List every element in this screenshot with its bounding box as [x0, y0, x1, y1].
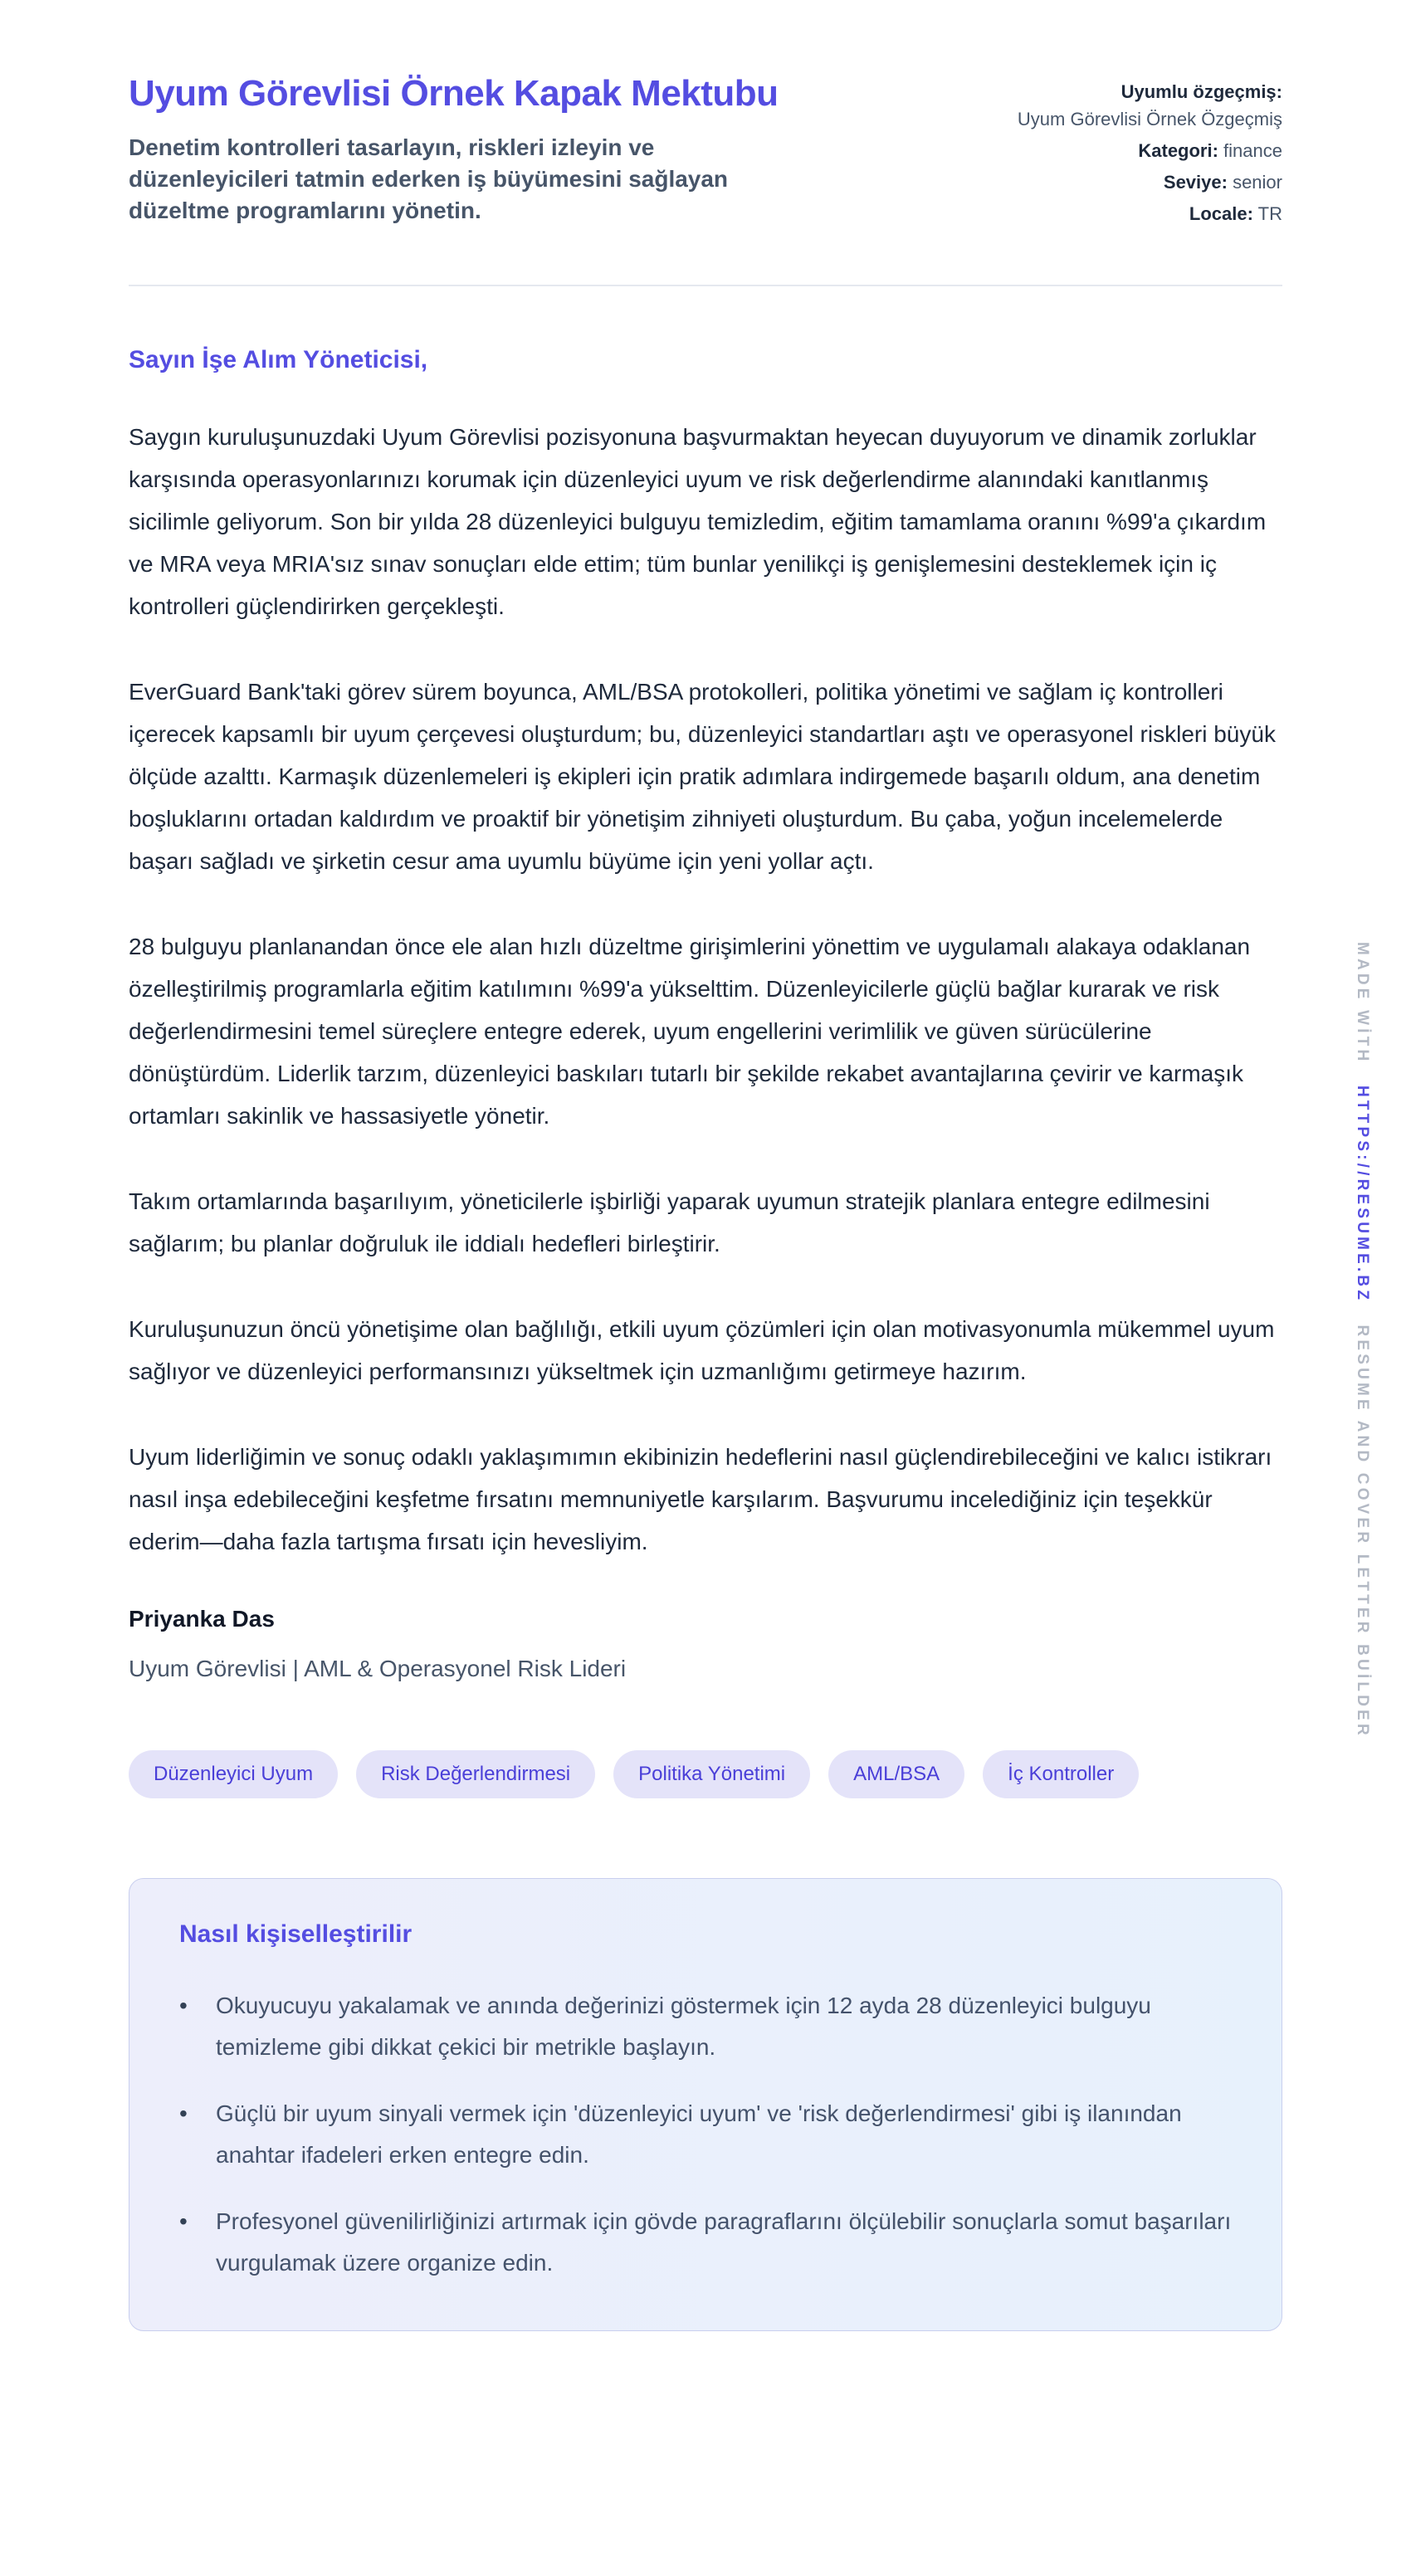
tag-pill[interactable]: İç Kontroller [983, 1750, 1139, 1798]
letter-greeting: Sayın İşe Alım Yöneticisi, [129, 346, 428, 373]
meta-level [1008, 168, 1282, 196]
bullet-icon: • [179, 1993, 188, 2018]
letter-paragraph: Kuruluşunuzun öncü yönetişime olan bağlılığı, etkili uyum çözümleri için olan motivasyonumla mükemmel uyum sağlıyor ve düzenleyici performansınızı yükseltmek için uzmanlığımı getirmeye hazırım. [129, 1316, 1275, 1384]
signature-block [129, 1606, 1282, 1682]
letter-paragraph: Saygın kuruluşunuzdaki Uyum Görevlisi pozisyonuna başvurmaktan heyecan duyuyorum ve dinamik zorluklar karşısında operasyonlarınızı korumak için düzenleyici uyum ve risk değerlendirme alanındaki kanıtlanmış sicilimle geliyorum. Son bir yılda 28 düzenleyici bulguyu temizledim, eğitim tamamlama oranını %99'a çıkardım ve MRA veya MRIA'sız sınav sonuçları elde ettim; tüm bunlar yenilikçi iş genişlemesini desteklemek için iç kontrolleri güçlendirirken gerçekleşti. [129, 424, 1267, 619]
meta-resume-label: Uyumlu özgeçmiş: [1120, 81, 1282, 102]
meta-level-value: senior [1227, 172, 1282, 193]
personalization-heading: Nasıl kişiselleştirilir [179, 1920, 413, 1948]
letter-paragraph: EverGuard Bank'taki görev sürem boyunca, AML/BSA protokolleri, politika yönetimi ve sağlam iç kontrolleri içerecek kapsamlı bir uyum çerçevesi oluşturdum; bu, düzenleyici standartları aştı ve operasyonel riskleri büyük ölçüde azalttı. Karmaşık düzenlemeleri iş ekipleri için pratik adımlara indirgemede başarılı oldum, ana denetim boşluklarını ortadan kaldırdım ve proaktif bir yönetişim zihniyeti oluşturdum. Bu çaba, yoğun incelemelerde başarı sağladı ve şirketin cesur ama uyumlu büyüme için yeni yollar açtı. [129, 679, 1276, 874]
tag-pill[interactable]: Politika Yönetimi [613, 1750, 810, 1798]
letter-paragraph: 28 bulguyu planlanandan önce ele alan hızlı düzeltme girişimlerini yönettim ve uygulamalı alakaya odaklanan özelleştirilmiş programlarla eğitim katılımını %99'a yükselttim. Düzenleyicilerle güçlü bağlar kurarak ve risk değerlendirmesini temel süreçlere entegre ederek, uyum engellerini verimlilik ve güven sürücülerine dönüştürdüm. Liderlik tarzım, düzenleyici baskıları tutarlı bir şekilde rekabet avantajlarına çevirir ve karmaşık ortamları sakinlik ve hassasiyetle yönetir. [129, 934, 1251, 1129]
tip-text: Güçlü bir uyum sinyali vermek için 'düzenleyici uyum' ve 'risk değerlendirmesi' gibi iş ilanından anahtar ifadeleri erken entegre edin. [216, 2100, 1182, 2168]
bullet-icon: • [179, 2208, 188, 2234]
tip-text: Profesyonel güvenilirliğinizi artırmak için gövde paragraflarını ölçülebilir sonuçlarla somut başarıları vurgulamak üzere organize edin. [216, 2208, 1232, 2276]
tip-item [179, 2093, 1232, 2176]
resume-bz-link[interactable]: HTTPS://RESUME.BZ [1354, 1086, 1371, 1304]
tag-pill[interactable]: Düzenleyici Uyum [129, 1750, 338, 1798]
tip-item [179, 2201, 1232, 2284]
bullet-icon: • [179, 2100, 188, 2126]
meta-locale-label: Locale: [1189, 203, 1253, 224]
meta-category-value: finance [1218, 140, 1282, 161]
meta-locale [1008, 200, 1282, 227]
made-with-watermark [1353, 942, 1371, 1739]
watermark-prefix: MADE WİTH [1354, 942, 1371, 1065]
page-title: Uyum Görevlisi Örnek Kapak Mektubu [129, 73, 779, 114]
letter-paragraph: Uyum liderliğimin ve sonuç odaklı yaklaşımımın ekibinizin hedeflerini nasıl güçlendirebileceğini ve kalıcı istikrarı nasıl inşa edebileceğini keşfetme fırsatını memnuniyetle karşılarım. Başvurumu incelediğiniz için teşekkür ederim—daha fazla tartışma fırsatı için hevesliyim. [129, 1444, 1272, 1554]
tip-text: Okuyucuyu yakalamak ve anında değerinizi göstermek için 12 ayda 28 düzenleyici bulguyu temizleme gibi dikkat çekici bir metrikle başlayın. [216, 1993, 1151, 2060]
meta-resume-value: Uyum Görevlisi Örnek Özgeçmiş [1017, 109, 1282, 129]
meta-level-label: Seviye: [1163, 172, 1228, 193]
header-divider [129, 285, 1282, 286]
header [129, 73, 1282, 232]
watermark-suffix: RESUME AND COVER LETTER BUİLDER [1354, 1325, 1371, 1739]
personalization-tips-box [129, 1878, 1282, 2331]
personalization-tip-list [179, 1985, 1232, 2284]
tag-pill[interactable]: Risk Değerlendirmesi [356, 1750, 595, 1798]
header-title-block [129, 73, 793, 227]
meta-locale-value: TR [1252, 203, 1282, 224]
meta-panel [1008, 73, 1282, 232]
meta-resume [1008, 78, 1282, 133]
tag-pill[interactable]: AML/BSA [828, 1750, 964, 1798]
signature-title: Uyum Görevlisi | AML & Operasyonel Risk Lideri [129, 1656, 627, 1681]
tag-list [129, 1750, 1282, 1798]
page-subtitle: Denetim kontrolleri tasarlayın, riskleri izleyin ve düzenleyicileri tatmin ederken iş büyümesini sağlayan düzeltme programlarını yönetin. [129, 134, 729, 223]
signature-name: Priyanka Das [129, 1606, 275, 1632]
tip-item [179, 1985, 1232, 2068]
letter-body [129, 416, 1282, 1563]
meta-category [1008, 137, 1282, 164]
meta-category-label: Kategori: [1138, 140, 1218, 161]
letter-paragraph: Takım ortamlarında başarılıyım, yöneticilerle işbirliği yaparak uyumun stratejik planlara entegre edilmesini sağlarım; bu planlar doğruluk ile iddialı hedefleri birleştirir. [129, 1188, 1210, 1256]
